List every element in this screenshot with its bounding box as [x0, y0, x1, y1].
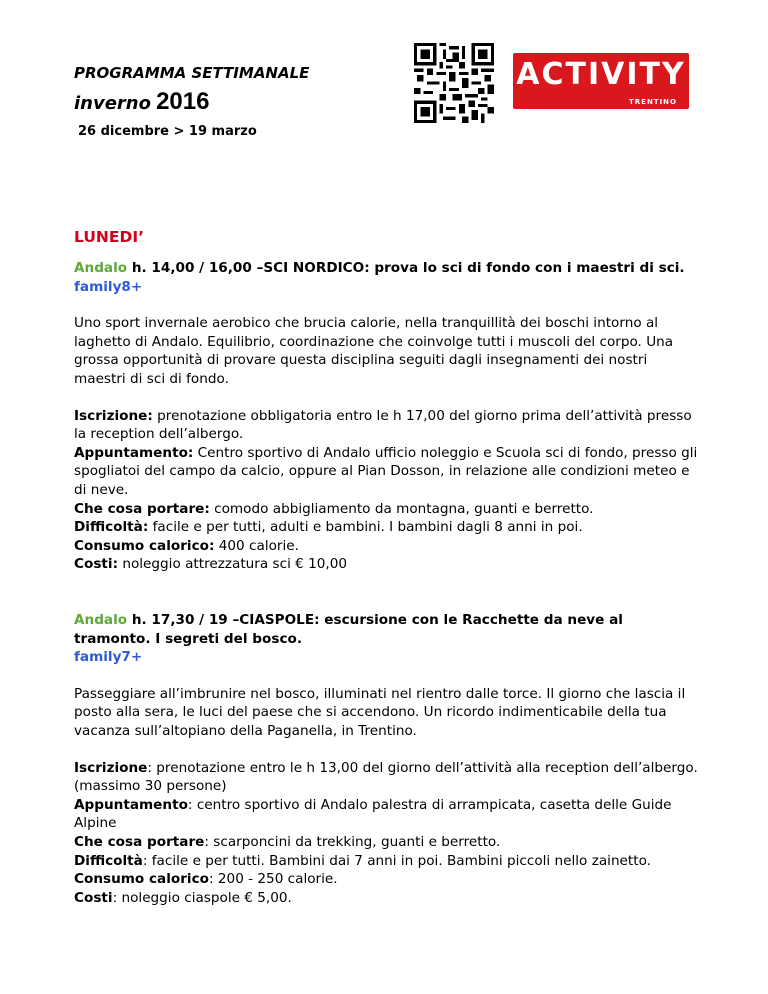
info-costs — [74, 555, 700, 574]
info-meeting — [74, 796, 700, 833]
activity-place: Andalo — [74, 612, 128, 628]
info-text: prenotazione obbligatoria entro le h 17,00 del giorno prima dell’attività presso la reception dell’albergo. — [74, 407, 692, 443]
info-text: : scarponcini da trekking, guanti e berretto. — [204, 833, 501, 850]
info-text: 400 calorie. — [214, 537, 299, 554]
info-bring — [74, 833, 700, 852]
info-text: comodo abbigliamento da montagna, guanti e berretto. — [209, 500, 594, 517]
season-word: inverno — [74, 93, 151, 114]
activity-trentino-logo — [513, 53, 689, 109]
info-label: Consumo calorico: — [74, 537, 215, 554]
info-label: Che cosa portare: — [74, 500, 210, 517]
logo-text: ACTIVITY — [516, 57, 686, 92]
activity-description: Uno sport invernale aerobico che brucia calorie, nella tranquillità dei boschi intorno al laghetto di Andalo. Equilibrio, coordinazione che coinvolge tutti i muscoli del corpo. Una grossa opportunità di provare questa disciplina seguiti dagli insegnamenti dei nostri maestri di sci di fondo. — [74, 315, 674, 387]
info-meeting — [74, 444, 700, 500]
info-calories — [74, 870, 700, 889]
info-text: noleggio attrezzatura sci € 10,00 — [118, 556, 348, 573]
date-range: 26 dicembre > 19 marzo — [78, 124, 257, 139]
info-difficulty — [74, 852, 700, 871]
activity-info — [74, 759, 700, 908]
info-registration — [74, 407, 700, 444]
info-label: Iscrizione — [74, 759, 148, 776]
info-label: Difficoltà: — [74, 519, 149, 536]
activity-block — [74, 259, 700, 574]
day-heading: LUNEDI’ — [74, 228, 144, 246]
info-text: : noleggio ciaspole € 5,00. — [112, 889, 292, 906]
activity-block — [74, 611, 700, 907]
info-bring — [74, 500, 700, 519]
activity-info — [74, 407, 700, 574]
info-label: Iscrizione: — [74, 407, 153, 424]
family-badge: family8+ — [74, 278, 143, 295]
info-label: Che cosa portare — [74, 833, 205, 850]
info-text: : 200 - 250 calorie. — [209, 871, 338, 888]
activity-title: h. 17,30 / 19 –CIASPOLE: escursione con le Racchette da neve al tramonto. I segreti del bosco. — [74, 612, 623, 647]
activity-place: Andalo — [74, 260, 128, 276]
activity-heading — [74, 259, 700, 278]
program-header — [74, 64, 309, 139]
info-label: Appuntamento: — [74, 444, 194, 461]
info-difficulty — [74, 518, 700, 537]
info-label: Consumo calorico — [74, 871, 209, 888]
logo-subtext: TRENTINO — [629, 98, 677, 106]
info-text: facile e per tutti, adulti e bambini. I bambini dagli 8 anni in poi. — [148, 519, 583, 536]
info-label: Appuntamento — [74, 796, 188, 813]
program-title: PROGRAMMA SETTIMANALE — [74, 64, 310, 82]
info-text: : prenotazione entro le h 13,00 del giorno dell’attività alla reception dell’albergo. (massimo 30 persone) — [74, 759, 698, 795]
family-badge: family7+ — [74, 649, 143, 666]
qr-code-icon — [414, 43, 494, 123]
activity-heading — [74, 611, 700, 648]
activity-title: h. 14,00 / 16,00 –SCI NORDICO: prova lo sci di fondo con i maestri di sci. — [127, 260, 685, 276]
info-registration — [74, 759, 700, 796]
info-text: Centro sportivo di Andalo ufficio noleggio e Scuola sci di fondo, presso gli spogliatoi del campo da calcio, oppure al Pian Dosson, in relazione alle condizioni meteo e di neve. — [74, 444, 698, 498]
season-line — [74, 88, 309, 118]
activity-description: Passeggiare all’imbrunire nel bosco, illuminati nel rientro dalle torce. Il giorno che lascia il posto alla sera, le luci del paese che si accendono. Un ricordo indimenticabile della tua vacanza sull’altopiano della Paganella, in Trentino. — [74, 685, 686, 739]
info-label: Costi: — [74, 556, 119, 573]
info-calories — [74, 537, 700, 556]
season-year: 2016 — [156, 88, 210, 115]
info-label: Costi — [74, 889, 113, 906]
info-costs — [74, 889, 700, 908]
info-text: : centro sportivo di Andalo palestra di arrampicata, casetta delle Guide Alpine — [74, 796, 672, 832]
info-label: Difficoltà — [74, 852, 143, 869]
info-text: : facile e per tutti. Bambini dai 7 anni in poi. Bambini piccoli nello zainetto. — [142, 852, 651, 869]
